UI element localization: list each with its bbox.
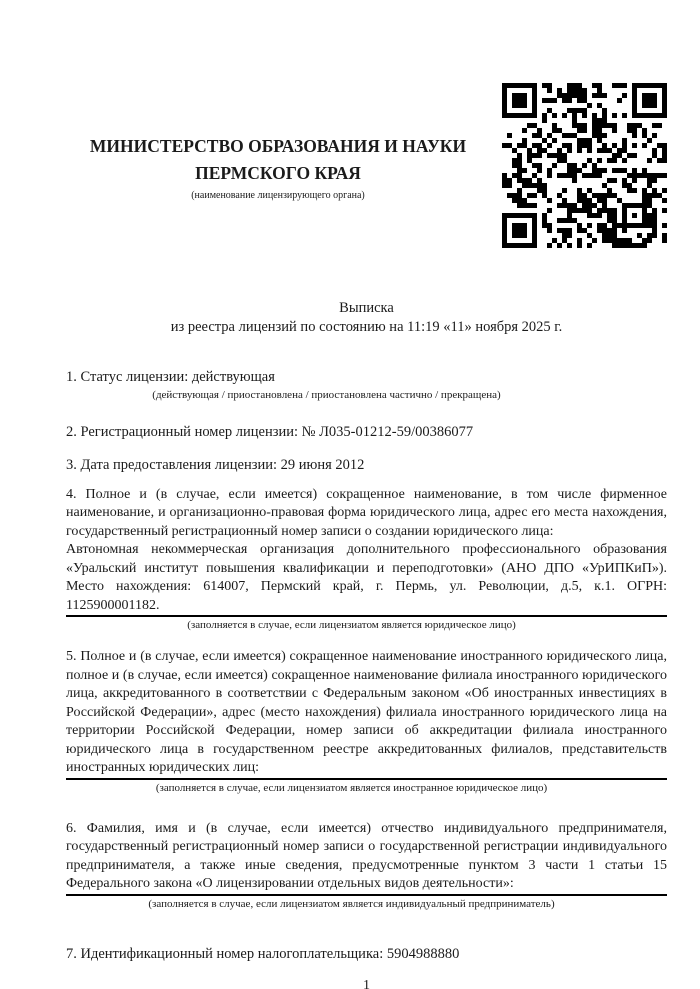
qr-code xyxy=(502,83,667,248)
item1-license-status: 1. Статус лицензии: действующая xyxy=(66,369,275,385)
item4-question: 4. Полное и (в случае, если имеется) сокращенное наименование, в том числе фирменное наименование, и организационно-правовая форма юридического лица, адрес его места нахождения, государственный регистрационный номер записи о создании юридического лица: xyxy=(66,486,667,539)
authority-name-line1: МИНИСТЕРСТВО ОБРАЗОВАНИЯ И НАУКИ xyxy=(89,136,467,156)
item6-fill-caption: (заполняется в случае, если лицензиатом является индивидуальный предприниматель) xyxy=(148,897,555,910)
item5-question: 5. Полное и (в случае, если имеется) сокращенное наименование иностранного юридического лица, полное и (в случае, если имеется) сокращенное наименование филиала иностранного юридического лица, аккредитованного в соответствии с Федеральным законом «Об иностранных инвестициях в Российской Федерации», адрес (место нахождения) филиала иностранного юридического лица на территории Российской Федерации, номер записи об аккредитации филиала иностранного юридического лица в государственном реестре аккредитованных филиалов, представительств иностранных юридических лиц: xyxy=(66,649,667,775)
item5-fill-line xyxy=(66,778,667,780)
licensing-authority-header xyxy=(66,133,490,202)
authority-name-line2: ПЕРМСКОГО КРАЯ xyxy=(195,163,361,183)
item7-taxpayer-id: 7. Идентификационный номер налогоплательщика: 5904988880 xyxy=(66,945,460,962)
page-number: 1 xyxy=(363,978,370,989)
item4-legal-entity-block xyxy=(66,486,667,633)
item6-question: 6. Фамилия, имя и (в случае, если имеется) отчество индивидуального предпринимателя, государственный регистрационный номер записи о государственной регистрации индивидуального предпринимателя, а также иные сведения, предусмотренные пунктом 3 части 1 статьи 15 Федерального закона «О лицензировании отдельных видов деятельности»: xyxy=(66,820,667,891)
authority-caption: (наименование лицензирующего органа) xyxy=(191,190,365,201)
item5-fill-caption: (заполняется в случае, если лицензиатом является иностранное юридическое лицо) xyxy=(155,781,548,794)
title-line2: из реестра лицензий по состоянию на 11:19 «11» ноября 2025 г. xyxy=(170,319,563,335)
item1-status-options-caption: (действующая / приостановлена / приостановлена частично / прекращена) xyxy=(152,388,501,401)
item6-fill-line xyxy=(66,894,667,896)
item3-license-grant-date: 3. Дата предоставления лицензии: 29 июня 2012 xyxy=(66,457,365,473)
item6-individual-entrepreneur-block xyxy=(66,820,667,911)
document-title xyxy=(66,299,667,337)
item4-fill-line xyxy=(66,615,667,617)
item4-answer: Автономная некоммерческая организация дополнительного профессионального образования «Уральский институт повышения квалификации и переподготовки» (АНО ДПО «УрИПКиП»). Место нахождения: 614007, Пермский край, г. Пермь, ул. Революции, д.5, к.1. ОГРН: 1125900001182. xyxy=(66,542,667,613)
title-line1: Выписка xyxy=(339,300,394,316)
item4-fill-caption: (заполняется в случае, если лицензиатом является юридическое лицо) xyxy=(187,619,516,631)
item2-registration-number: 2. Регистрационный номер лицензии: № Л035-01212-59/00386077 xyxy=(66,423,474,440)
item5-foreign-entity-block xyxy=(66,648,667,795)
